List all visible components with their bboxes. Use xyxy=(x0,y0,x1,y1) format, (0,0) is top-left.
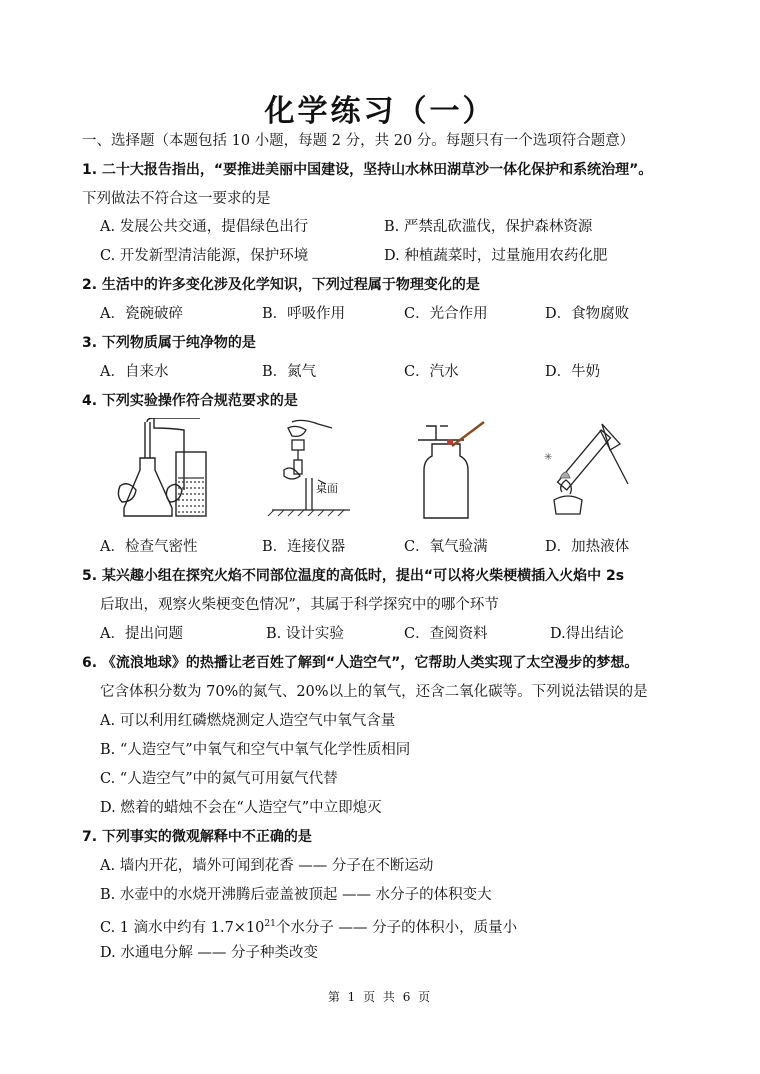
question-4-option-b: B．连接仪器 xyxy=(262,539,346,555)
figure-label-desk: 桌面 xyxy=(316,482,338,495)
question-5-option-a: A．提出问题 xyxy=(100,626,183,642)
page-footer: 第 1 页 共 6 页 xyxy=(327,990,433,1004)
question-4-stem: 4. 下列实验操作符合规范要求的是 xyxy=(82,393,298,409)
question-7-stem: 7. 下列事实的微观解释中不正确的是 xyxy=(82,829,312,845)
question-1-option-a: A. 发展公共交通，提倡绿色出行 xyxy=(100,219,309,235)
heating-liquid-figure xyxy=(540,420,630,518)
question-2-stem: 2. 生活中的许多变化涉及化学知识，下列过程属于物理变化的是 xyxy=(82,277,480,293)
question-5-stem: 5. 某兴趣小组在探究火焰不同部位温度的高低时，提出“可以将火柴梗横插入火焰中 2s xyxy=(82,568,625,584)
question-7-option-d: D. 水通电分解 —— 分子种类改变 xyxy=(100,945,319,961)
question-2-option-d: D．食物腐败 xyxy=(545,306,630,322)
oxygen-full-check-figure xyxy=(418,420,490,524)
question-5-option-d: D.得出结论 xyxy=(550,626,624,642)
question-6-option-c: C. “人造空气”中的氮气可用氨气代替 xyxy=(100,771,338,787)
question-6-stem-cont: 它含体积分数为 70%的氮气、20%以上的氧气，还含二氧化碳等。下列说法错误的是 xyxy=(100,684,648,700)
question-6-option-d: D. 燃着的蜡烛不会在“人造空气”中立即熄灭 xyxy=(100,800,382,816)
question-7-option-c xyxy=(100,914,517,938)
question-7-option-c-pre: C. 1 滴水中约有 1.7×10 xyxy=(100,919,265,936)
question-5-option-c: C．查阅资料 xyxy=(404,626,488,642)
question-1-stem-cont: 下列做法不符合这一要求的是 xyxy=(82,191,271,207)
question-7-option-b: B. 水壶中的水烧开沸腾后壶盖被顶起 —— 水分子的体积变大 xyxy=(100,887,492,903)
question-5-stem-cont: 后取出，观察火柴梗变色情况”，其属于科学探究中的哪个环节 xyxy=(100,597,499,613)
question-2-option-c: C．光合作用 xyxy=(404,306,488,322)
question-1-option-b: B. 严禁乱砍滥伐，保护森林资源 xyxy=(384,219,593,235)
section-heading: 一、选择题（本题包括 10 小题，每题 2 分，共 20 分。每题只有一个选项符合题意） xyxy=(82,133,635,149)
question-6-option-b: B. “人造空气”中氧气和空气中氧气化学性质相同 xyxy=(100,742,411,758)
question-7-option-a: A. 墙内开花，墙外可闻到花香 —— 分子在不断运动 xyxy=(100,858,434,874)
airtightness-check-figure xyxy=(110,418,220,526)
page-title: 化学练习（一） xyxy=(264,94,496,129)
connect-instruments-figure xyxy=(262,418,352,518)
question-4-option-d: D．加热液体 xyxy=(545,539,630,555)
question-6-option-a: A. 可以利用红磷燃烧测定人造空气中氧气含量 xyxy=(100,713,396,729)
question-3-stem: 3. 下列物质属于纯净物的是 xyxy=(82,335,256,351)
question-1-stem: 1. 二十大报告指出，“要推进美丽中国建设，坚持山水林田湖草沙一体化保护和系统治理”。 xyxy=(82,162,653,178)
question-4-option-c: C．氧气验满 xyxy=(404,539,488,555)
question-2-option-b: B．呼吸作用 xyxy=(262,306,346,322)
question-3-option-d: D．牛奶 xyxy=(545,364,601,380)
question-2-option-a: A．瓷碗破碎 xyxy=(100,306,183,322)
question-1-option-d: D. 种植蔬菜时，过量施用农药化肥 xyxy=(384,248,608,264)
question-7-option-c-exponent: 21 xyxy=(264,919,276,929)
question-7-option-c-post: 个水分子 —— 分子的体积小，质量小 xyxy=(275,919,518,936)
question-3-option-b: B．氮气 xyxy=(262,364,317,380)
question-3-option-a: A．自来水 xyxy=(100,364,169,380)
question-4-option-a: A．检查气密性 xyxy=(100,539,198,555)
question-6-stem: 6. 《流浪地球》的热播让老百姓了解到“人造空气”，它帮助人类实现了太空漫步的梦想。 xyxy=(82,655,639,671)
question-5-option-b: B. 设计实验 xyxy=(266,626,344,642)
question-1-option-c: C. 开发新型清洁能源，保护环境 xyxy=(100,248,309,264)
question-3-option-c: C．汽水 xyxy=(404,364,459,380)
svg-text:✳: ✳ xyxy=(544,452,553,463)
